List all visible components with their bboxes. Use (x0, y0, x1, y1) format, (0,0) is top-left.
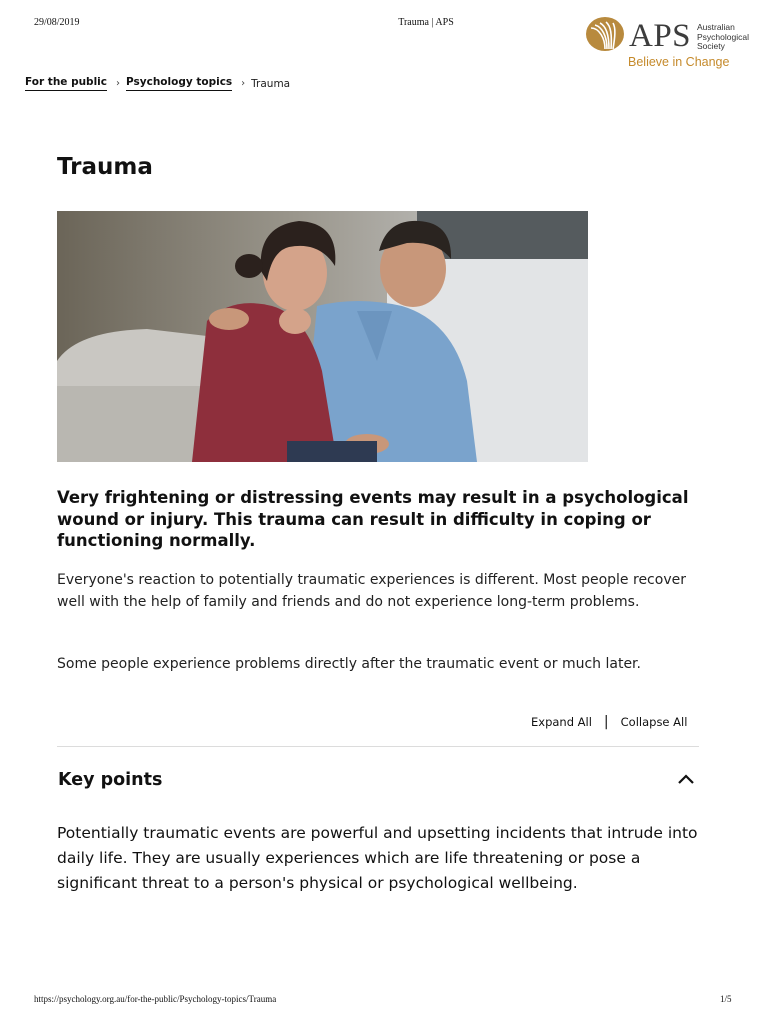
breadcrumb-current: Trauma (251, 77, 291, 90)
breadcrumb-chevron-icon: › (116, 78, 120, 89)
aps-wordmark: APS (629, 18, 692, 54)
breadcrumb-chevron-icon: › (241, 78, 246, 89)
accordion-body-key-points: Potentially traumatic events are powerful and upsetting incidents that intrude into daily life. They are usually experiences which are life threatening or pose a significant threat to a person's physical or psychological wellbeing. (57, 824, 698, 892)
breadcrumb-link-for-the-public[interactable]: For the public (25, 76, 107, 91)
print-url: https://psychology.org.au/for-the-public/Psychology-topics/Trauma (34, 994, 277, 1004)
collapse-all-button[interactable]: Collapse All (620, 715, 688, 729)
aps-leaf-icon (585, 16, 625, 52)
print-page-number: 1/5 (720, 994, 732, 1004)
aps-fullname-line: Society (697, 41, 725, 51)
aps-logo[interactable] (585, 14, 768, 74)
breadcrumb-link-psychology-topics[interactable]: Psychology topics (126, 76, 232, 91)
lead-paragraph: Very frightening or distressing events may result in a psychological wound or injury. This trauma can result in difficulty in coping or functioning normally. (57, 488, 689, 550)
section-divider (57, 746, 699, 747)
print-date: 29/08/2019 (34, 17, 80, 28)
print-page-title: Trauma | APS (398, 17, 454, 28)
aps-tagline: Believe in Change (628, 55, 730, 69)
aps-fullname-line: Psychological (697, 31, 749, 42)
aps-fullname-line: Australian (697, 22, 735, 32)
breadcrumb (25, 76, 290, 91)
aps-fullname (697, 23, 749, 52)
accordion-header-key-points[interactable]: Key points (58, 770, 163, 790)
hero-image (57, 211, 588, 462)
body-paragraph: Everyone's reaction to potentially traumatic experiences is different. Most people recover well with the help of family and friends and do not experience long-term problems. (57, 572, 686, 610)
chevron-up-icon[interactable] (676, 772, 696, 786)
expand-all-button[interactable]: Expand All (531, 715, 592, 729)
accordion-controls (531, 714, 687, 730)
body-paragraph: Some people experience problems directly after the traumatic event or much later. (57, 656, 641, 672)
accordion-divider: | (603, 714, 609, 730)
page-title: Trauma (57, 154, 153, 180)
